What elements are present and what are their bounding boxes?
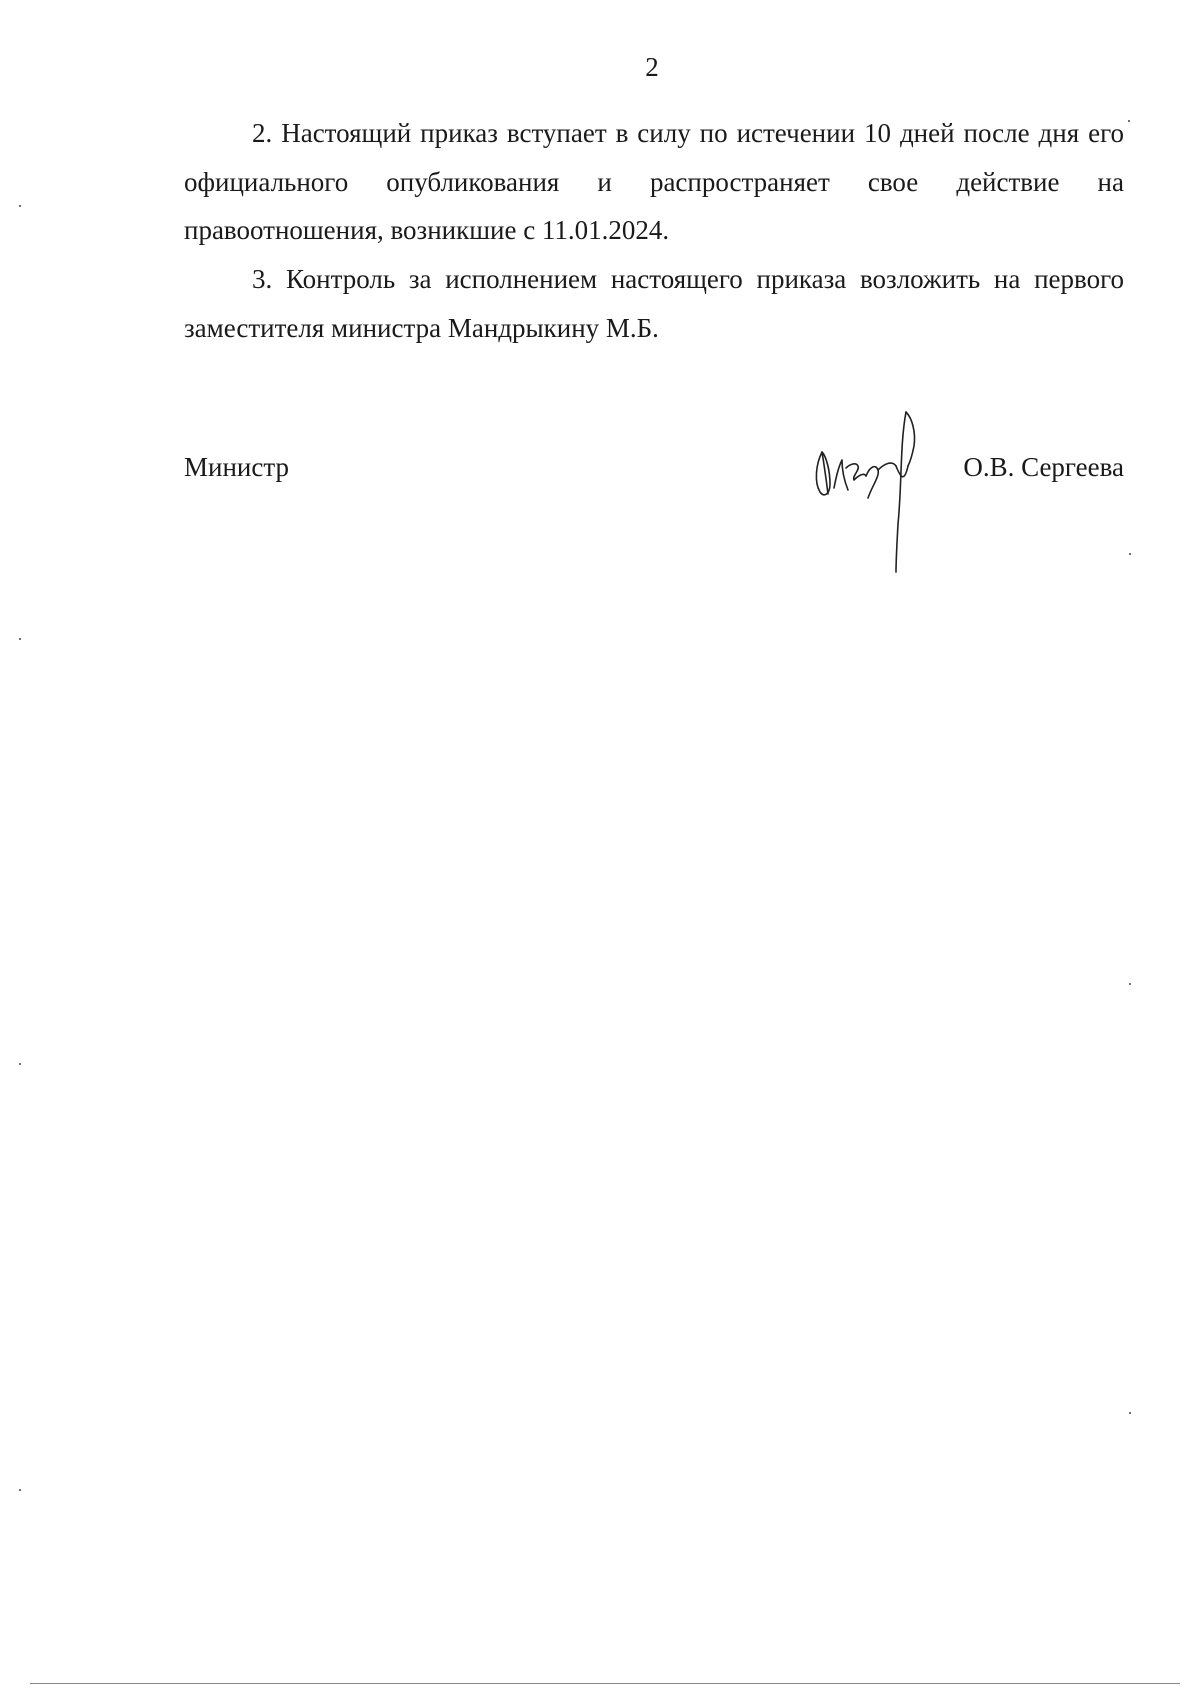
scan-speck (1128, 120, 1130, 122)
scan-speck (1129, 1412, 1131, 1414)
signer-title: Министр (184, 452, 289, 482)
scan-speck (19, 205, 21, 207)
paragraph-3: 3. Контроль за исполнением настоящего приказа возложить на первого заместителя министра Мандрыкину М.Б. (184, 264, 1124, 343)
scan-speck (19, 1063, 21, 1065)
scan-speck (19, 638, 21, 640)
page-number: 2 (645, 52, 659, 82)
paragraph-2: 2. Настоящий приказ вступает в силу по истечении 10 дней после дня его официального опубликования и распространяет свое действие на правоотношения, возникшие с 11.01.2024. (184, 118, 1124, 245)
handwritten-signature (808, 404, 948, 574)
scan-speck (1129, 983, 1131, 985)
signer-name: О.В. Сергеева (963, 452, 1124, 482)
signature-block (184, 452, 1124, 492)
scan-speck (19, 1489, 21, 1491)
scan-speck (1129, 553, 1131, 555)
scan-edge-line (30, 1683, 1180, 1684)
